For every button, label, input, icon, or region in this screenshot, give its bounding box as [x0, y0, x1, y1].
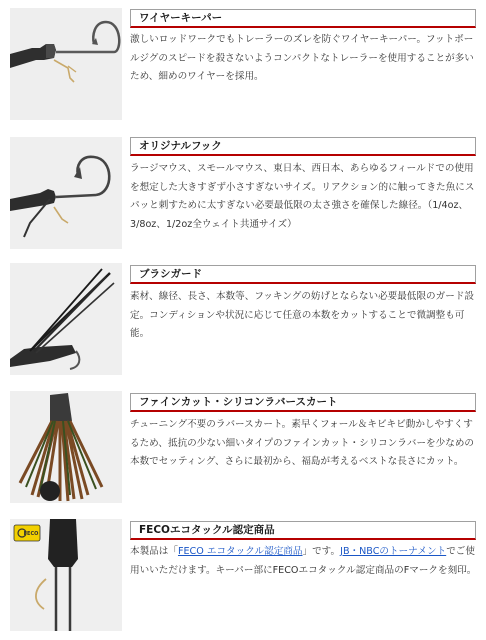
description-line: 定。コンディションや状況に応じて任意の本数をカットすることで微調整も可 [130, 309, 465, 321]
description-line: 素材、線径、長さ、本数等、フッキングの妨げとならない必要最低限のガード設 [130, 291, 475, 302]
feco-description [130, 543, 476, 580]
rubber-skirt-image [10, 391, 122, 503]
brush-guard-description [130, 288, 476, 344]
feco-badge-label: FECO [23, 531, 39, 537]
original-hook-description [130, 160, 476, 234]
description-line: チューニング不要のラバースカート。素早くフォール＆キビキビ動かしやすくす [130, 419, 473, 430]
feco-title: FECOエコタックル認定商品 [130, 521, 476, 540]
original-hook-image [10, 137, 122, 249]
description-line: パッと刺すために太すぎない必要最低限の太さ強さを確保した線径。（1/4oz、 [130, 200, 469, 211]
wire-keeper-description [130, 31, 476, 87]
description-line: るため、抵抗の少ない細いタイプのファインカット・シリコンラバーを少なめの [130, 437, 475, 449]
description-line: 能。 [130, 328, 150, 339]
description-line: 3/8oz、1/2oz全ウェイト共通サイズ） [130, 218, 297, 230]
text-fragment: 本製品は「 [130, 546, 178, 557]
description-line: を想定した大きすぎず小さすぎないサイズ。リアクション的に触ってきた魚にス [130, 181, 475, 193]
jb-nbc-tournament-link[interactable]: JB・NBCのトーナメント [340, 546, 447, 557]
description-line: 激しいロッドワークでもトレーラーのズレを防ぐワイヤーキーパー。フットボー [130, 34, 474, 45]
feco-eco-tackle-link[interactable]: FECO エコタックル認定商品 [177, 546, 303, 557]
rubber-skirt-title: ファインカット・シリコンラバースカート [130, 393, 476, 412]
rubber-skirt-description [130, 416, 476, 472]
feco-badge-icon [14, 525, 40, 541]
description-line: ラージマウス、スモールマウス、東日本、西日本、あらゆるフィールドでの使用 [130, 163, 474, 174]
wire-keeper-image [10, 8, 122, 120]
feco-image [10, 519, 122, 631]
text-fragment: でご使 [446, 546, 475, 557]
description-line [130, 543, 476, 562]
description-line: 本数でセッティング、さらに最初から、福島が考えるベストな長さにカット。 [130, 456, 464, 467]
description-line: 用いいただけます。キーパー部にFECOエコタックル認定商品のFマークを刻印。 [130, 564, 477, 576]
brush-guard-title: ブラシガード [130, 265, 476, 284]
description-line: ため、細めのワイヤーを採用。 [130, 71, 264, 82]
brush-guard-image [10, 263, 122, 375]
original-hook-title: オリジナルフック [130, 137, 476, 156]
text-fragment: 」です。 [302, 546, 341, 557]
description-line: ルジグのスピードを殺さないようコンパクトなトレーラーを使用することが多い [130, 52, 474, 64]
wire-keeper-title: ワイヤーキーパー [130, 9, 476, 28]
